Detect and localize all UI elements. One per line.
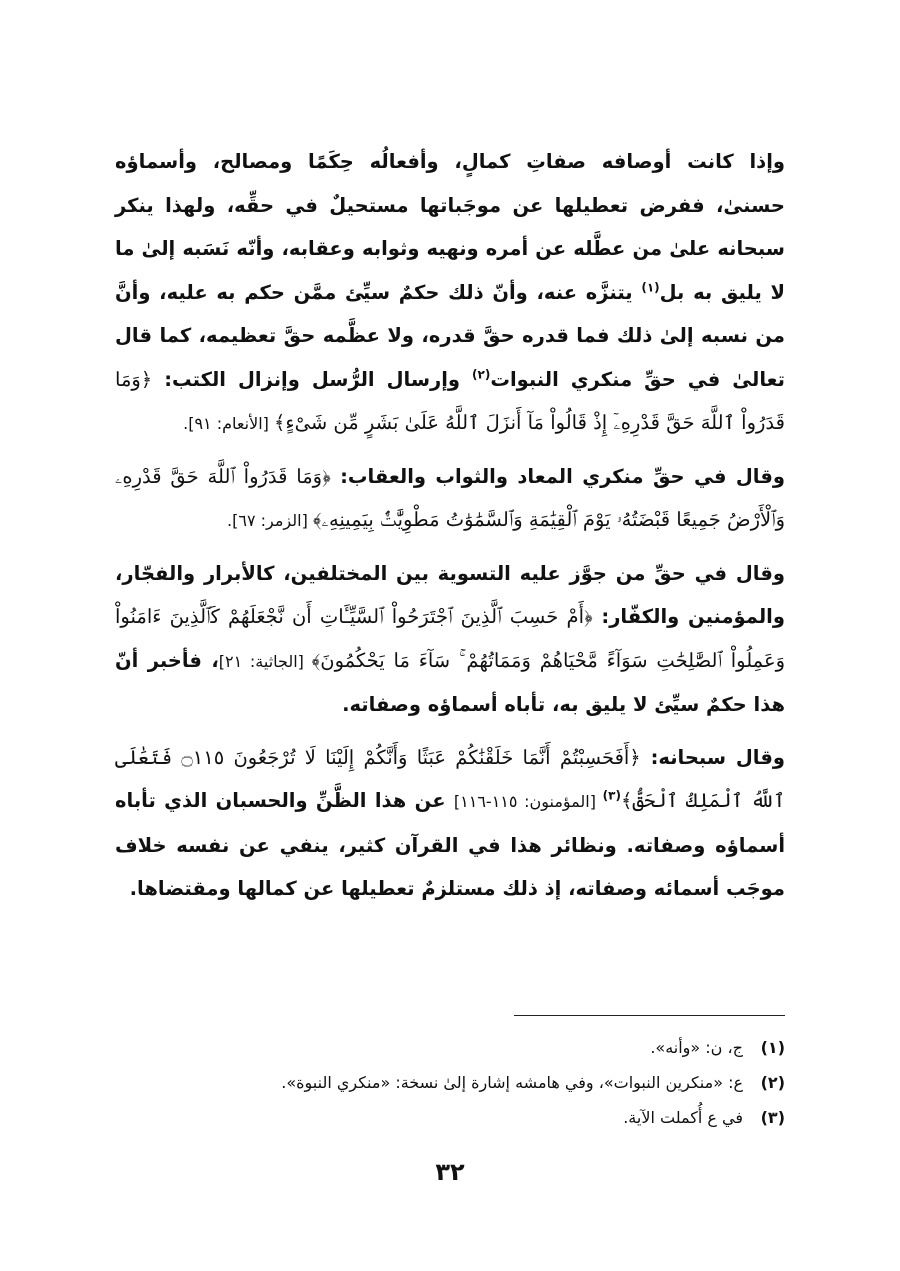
footnote-ref-1: (١) (641, 280, 660, 294)
verse-reference-jathiya: [الجاثية: ٢١] (218, 651, 312, 671)
paragraph-2 (115, 455, 785, 543)
paragraph-2-text: وقال في حقِّ منكري المعاد والثواب والعقاب: (330, 464, 786, 488)
quran-verse-zumar: ﴿وَمَا قَدَرُواْ ٱللَّهَ حَقَّ قَدْرِهِۦ وَٱلْأَرْضُ جَمِيعًا قَبْضَتُهُۥ يَوْمَ ٱلْقِيَٰمَةِ وَٱلسَّمَٰوَٰتُ مَطْوِيَّٰتٌۢ بِيَمِينِهِۦ﴾ (115, 464, 785, 531)
footnote-text: في ع أُكملت الآية. (623, 1108, 743, 1127)
paragraph-1 (115, 140, 785, 446)
paragraph-1-text-cont2: وإرسال الرُّسل وإنزال الكتب: (152, 367, 473, 391)
page-number: ٣٢ (435, 1158, 465, 1186)
paragraph-4-text: وقال سبحانه: (640, 745, 785, 769)
quran-verse-anam: ﴿وَمَا قَدَرُواْ ٱللَّهَ حَقَّ قَدْرِهِۦٓ إِذْ قَالُواْ مَآ أَنزَلَ ٱللَّهُ عَلَىٰ بَشَرٍ مِّن شَىْءٍ﴾ (115, 367, 785, 434)
paragraph-4 (115, 736, 785, 911)
footnotes (115, 1030, 785, 1135)
footnote-divider (514, 1015, 785, 1016)
quran-verse-jathiya: ﴿أَمْ حَسِبَ ٱلَّذِينَ ٱجْتَرَحُواْ ٱلسَّيِّـَٔاتِ أَن نَّجْعَلَهُمْ كَٱلَّذِينَ ءَامَنُواْ وَعَمِلُواْ ٱلصَّٰلِحَٰتِ سَوَآءً مَّحْيَاهُمْ وَمَمَاتُهُمْ ۚ سَآءَ مَا يَحْكُمُونَ﴾ (115, 605, 786, 672)
quran-verse-muminun: ﴿أَفَحَسِبْتُمْ أَنَّمَا خَلَقْنَٰكُمْ عَبَثًا وَأَنَّكُمْ إِلَيْنَا لَا تُرْجَعُونَ ۝١١٥ فَتَعَٰلَى ٱللَّهُ ٱلْمَلِكُ ٱلْحَقُّ﴾ (115, 745, 786, 812)
footnote-1 (115, 1030, 785, 1065)
footnote-number: (٣) (760, 1108, 785, 1127)
footnote-ref-3: (٣) (602, 788, 621, 803)
footnote-text: ع: «منكرين النبوات»، وفي هامشه إشارة إلىٰ نسخة: «منكري النبوة». (281, 1073, 743, 1092)
footnote-3 (115, 1100, 785, 1135)
footnote-ref-2: (٢) (472, 367, 491, 381)
verse-reference-zumar: [الزمر: ٦٧]. (227, 511, 313, 530)
paragraph-3 (115, 552, 785, 727)
paragraph-1-text: وإذا كانت أوصافه صفاتِ كمالٍ، وأفعالُه حِكَمًا ومصالح، وأسماؤه حسنىٰ، ففرض تعطيلها عن موجَباتها مستحيلٌ في حقِّه، ولهذا ينكر سبحانه علىٰ من عطَّله عن أمره ونهيه وثوابه وعقابه، وأنّه نَسَبه إلىٰ ما لا يليق به بل (115, 150, 785, 304)
verse-reference-anam: [الأنعام: ٩١]. (183, 414, 274, 433)
verse-reference-muminun: [المؤمنون: ١١٥-١١٦] (453, 792, 603, 811)
footnote-text: ج، ن: «وأنه». (650, 1038, 743, 1057)
footnote-number: (١) (760, 1038, 785, 1057)
paragraph-4-text-cont: عن هذا الظَّنِّ والحسبان الذي تأباه أسماؤه وصفاته. ونظائر هذا في القرآن كثير، ينفي عن نفسه خلاف موجَب أسمائه وصفاته، إذ ذلك مستلزمٌ تعطيلها عن كمالها ومقتضاها. (115, 789, 785, 900)
paragraph-3-text-cont: ، فأخبر أنّ هذا حكمٌ سيِّئ لا يليق به، تأباه أسماؤه وصفاته. (115, 648, 785, 716)
footnote-number: (٢) (760, 1073, 785, 1092)
main-text (115, 140, 785, 911)
paragraph-3-text: وقال في حقِّ من جوَّز عليه التسوية بين المختلفين، كالأبرار والفجّار، والمؤمنين والكفّار: (115, 561, 785, 628)
paragraph-1-text-cont: يتنزَّه عنه، وأنّ ذلك حكمٌ سيِّئ ممَّن حكم به عليه، وأنَّ من نسبه إلىٰ ذلك فما قدره حقَّ قدره، ولا عظَّمه حقَّ تعظيمه، كما قال تعالىٰ في حقِّ منكري النبوات (115, 280, 786, 391)
footnote-2 (115, 1065, 785, 1100)
